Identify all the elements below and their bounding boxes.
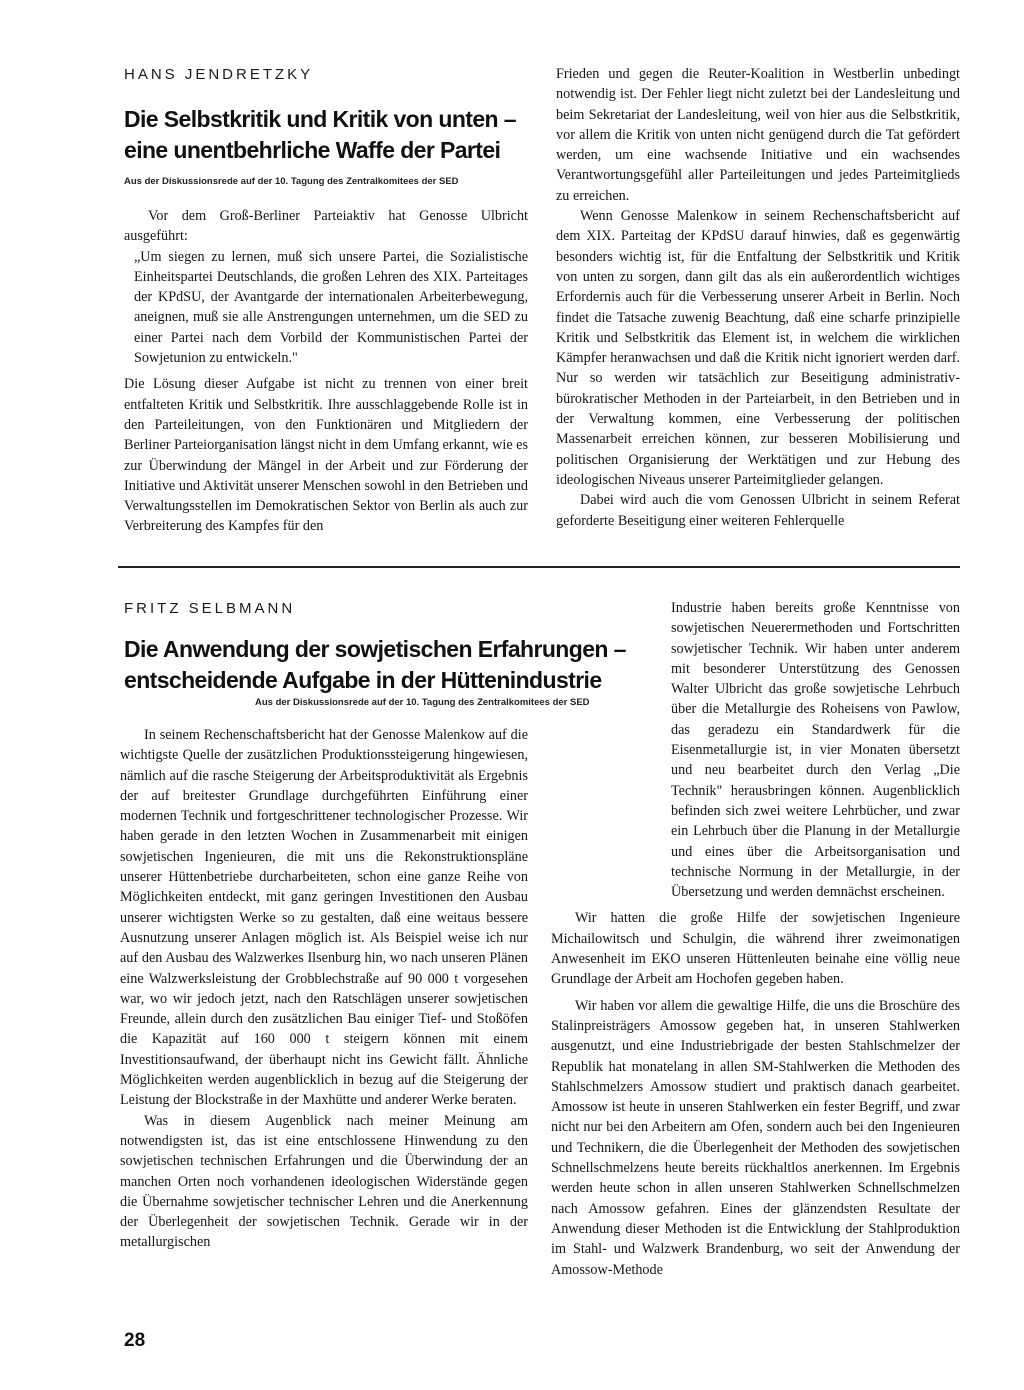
article1-title-line2: eine unentbehrliche Waffe der Partei xyxy=(124,137,501,163)
article2-title-line1: Die Anwendung der sowjetischen Erfahrungen – xyxy=(124,636,626,662)
article2-right-column xyxy=(551,598,960,1362)
article2-subtitle: Aus der Diskussionsrede auf der 10. Tagung des Zentralkomitees der SED xyxy=(255,697,590,708)
article2-left-paragraph: In seinem Rechenschaftsbericht hat der Genosse Malenkow auf die wichtigste Quelle der zusätzlichen Produktionssteigerung hingewiesen, nämlich auf die rasche Steigerung der Arbeitsproduktivität als Ergebnis der auf breitester Grundlage durchgeführten Einführung einer modernen Technik und fortgeschrittener technologischer Prozesse. Wir haben gerade in den letzten Wochen in Zusammenarbeit mit einigen sowjetischen Ingenieuren, die mit uns die Rekonstruktionspläne unserer Hüttenbetriebe durcharbeiteten, schon eine ganze Reihe von Möglichkeiten entdeckt, mit ganz geringen Investitionen den Ausbau unserer wichtigsten Werke so zu gestalten, daß eine weitaus bessere Ausnutzung unserer Anlagen möglich ist. Als Beispiel weise ich nur auf den Ausbau des Walzwerkes Ilsenburg hin, wo nach unseren Plänen eine Walzwerksleistung der Grobblechstraße auf 90 000 t vorgesehen war, wo wir jedoch jetzt, nach den Ratschlägen unserer sowjetischen Freunde, allein durch den zusätzlichen Bau einiger Tief- und Stoßöfen die Kapazität auf 160 000 t steigern können mit einem Investitionsaufwand, der überhaupt nicht ins Gewicht fällt. Ähnliche Möglichkeiten werden augenblicklich in bezug auf die Steigerung der Leistung der Blockstraße in der Maxhütte und anderer Werke beraten. xyxy=(120,727,528,1109)
article1-right-paragraph: Frieden und gegen die Reuter-Koalition in Westberlin unbedingt notwendig ist. Der Fehler liegt nicht zuletzt bei der Landesleitung und beim Sekretariat der Landesleitung, weil von hier aus die Selbstkritik, vor allem die Kritik von unten nicht genügend durch die Tat gefördert werden, um eine wachsende Initiative und ein wachsendes Verantwortungsgefühl aller Parteileitungen und jedes Parteimitglieds zu erreichen. xyxy=(556,66,960,204)
article2-right-paragraph: Wir haben vor allem die gewaltige Hilfe, die uns die Broschüre des Stalinpreisträgers Amossow gegeben hat, in unseren Stahlwerken ausgenutzt, und eine Industriebrigade der besten Stahlschmelzer der Republik hat monatelang in allen SM-Stahlwerken die Methoden des Stahlschmelzers Amossow studiert und praktisch danach gearbeitet. Amossow ist heute in unseren Stahlwerken ein fester Begriff, und zwar nicht nur bei den Arbeitern am Ofen, sondern auch bei den Ingenieuren und Technikern, die die Überlegenheit der Methoden des sowjetischen Schnellschmelzens heute bereits rückhaltlos anerkennen. Im Ergebnis werden heute schon in allen unseren Stahlwerken Schnellschmelzen nach Amossow gefahren. Eines der glänzendsten Resultate der Anwendung dieser Methoden ist die Entwicklung der Stahlproduktion im Stahl- und Walzwerk Brandenburg, wo seit der Anwendung der Amossow-Methode xyxy=(551,997,960,1278)
article2-title-line2: entscheidende Aufgabe in der Hüttenindustrie xyxy=(124,667,602,693)
article-divider xyxy=(118,566,960,568)
article1-left-paragraph: Vor dem Groß-Berliner Parteiaktiv hat Genosse Ulbricht ausgeführt: xyxy=(124,208,528,245)
article1-quote: „Um siegen zu lernen, muß sich unsere Partei, die Sozialistische Einheitspartei Deutschlands, die großen Lehren des XIX. Parteitages der KPdSU, der Avantgarde der internationalen Arbeiterbewegung, aneignen, muß sie alle Anstrengungen unternehmen, um die SED zu einer Partei nach dem Vorbild der Kommunistischen Partei der Sowjetunion zu entwickeln." xyxy=(134,248,528,367)
article1-left-paragraph: Die Lösung dieser Aufgabe ist nicht zu trennen von einer breit entfalteten Kritik und Selbstkritik. Ihre ausschlaggebende Rolle ist in den Parteileitungen, von den Funktionären und Mitgliedern der Berliner Parteiorganisation längst nicht in dem Umfang erkannt, wie es zur Überwindung der Mängel in der Arbeit und zur Förderung der Initiative und Aktivität unserer Menschen sowohl in den Betrieben und Verwaltungsstellen im Demokratischen Sektor von Berlin als auch zur Verbreiterung des Kampfes für den xyxy=(124,376,528,535)
page-number: 28 xyxy=(124,1330,146,1351)
article2-left-column xyxy=(120,725,528,1355)
article2-author: FRITZ SELBMANN xyxy=(124,600,296,617)
article1-title xyxy=(124,104,516,166)
article1-left-column xyxy=(124,206,528,546)
article1-right-column xyxy=(556,64,960,548)
article2-left-paragraph: Was in diesem Augenblick nach meiner Meinung am notwendigsten ist, das ist eine entschlossene Hinwendung zu den sowjetischen technischen Erfahrungen und die Überwindung der an manchen Orten noch vorhandenen ideologischen Widerstände gegen die Übernahme sowjetischer technischer Lehren und die Anerkennung der Überlegenheit der sowjetischen Technik. Gerade wir in der metallurgischen xyxy=(120,1112,528,1251)
article1-right-paragraph: Dabei wird auch die vom Genossen Ulbricht in seinem Referat geforderte Beseitigung einer weiteren Fehlerquelle xyxy=(556,492,960,529)
article1-subtitle: Aus der Diskussionsrede auf der 10. Tagung des Zentralkomitees der SED xyxy=(124,176,459,187)
article2-right-paragraph: Industrie haben bereits große Kenntnisse von sowjetischen Neuerermethoden und Fortschritten sowjetischer Technik. Wir haben unter anderem mit besonderer Unterstützung des Genossen Walter Ulbricht das große sowjetische Lehrbuch über die Metallurgie des Roheisens von Pawlow, das geradezu ein Standardwerk für die Eisenmetallurgie ist, in vier Monaten übersetzt und neu bearbeitet durch den Verlag „Die Technik" herausbringen können. Augenblicklich befinden sich zwei weitere Lehrbücher, und zwar ein Lehrbuch über die Planung in der Metallurgie und eines über die Arbeitsorganisation und technische Normung in der Metallurgie, in der Übersetzung und werden demnächst erscheinen. xyxy=(671,600,960,901)
article1-author: HANS JENDRETZKY xyxy=(124,66,314,83)
article1-title-line1: Die Selbstkritik und Kritik von unten – xyxy=(124,106,516,132)
article1-right-paragraph: Wenn Genosse Malenkow in seinem Rechenschaftsbericht auf dem XIX. Parteitag der KPdSU darauf hinwies, daß es gegenwärtig besonders wichtig ist, für die Entfaltung der Selbstkritik und Kritik von unten zu sorgen, dann gilt das als ein außerordentlich wichtiges Erfordernis auch für die Verbesserung unserer Arbeit in Berlin. Noch findet die Tatsache zuwenig Beachtung, daß eine scharfe prinzipielle Kritik und Selbstkritik das Element ist, in welchem die wirklichen Kämpfer heranwachsen und daß die Kritik nicht ignoriert werden darf. Nur so werden wir tatsächlich zur Beseitigung administrativ-bürokratischer Methoden in der Parteiarbeit, in den Betrieben und in der Verwaltung kommen, eine Verbesserung der politischen Massenarbeit erreichen können, zur besseren Mobilisierung und politischen Organisierung der Werktätigen und zur Hebung des ideologischen Niveaus unserer Parteimitglieder gelangen. xyxy=(556,208,960,488)
article2-right-paragraph: Wir hatten die große Hilfe der sowjetischen Ingenieure Michailowitsch und Schulgin, die während ihrer zweimonatigen Anwesenheit im EKO unseren Hüttenleuten beinahe eine völlig neue Grundlage der Arbeit am Hochofen gegeben haben. xyxy=(551,910,960,988)
